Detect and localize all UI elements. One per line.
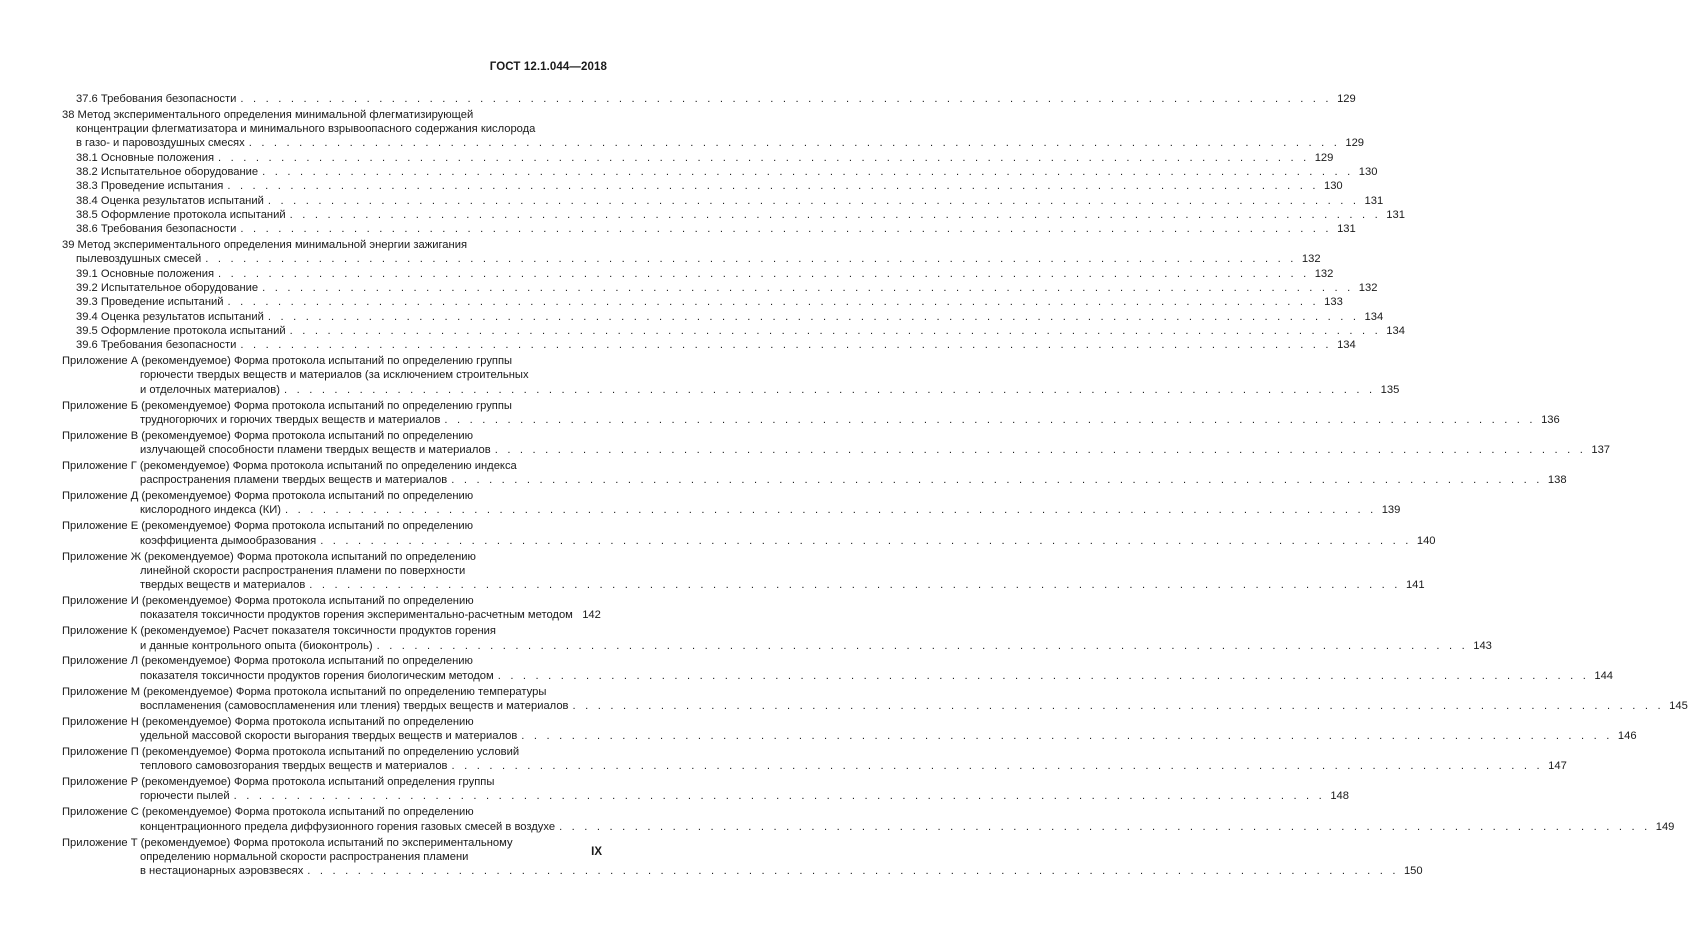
- toc-entry-text: коэффициента дымообразования: [140, 534, 317, 547]
- toc-entry-text: горючести пылей: [140, 790, 230, 803]
- toc-entry-text: 38.5 Оформление протокола испытаний: [76, 208, 286, 221]
- toc-entry-text: в газо- и паровоздушных смесях: [76, 137, 245, 150]
- dot-leader: . . . . . . . . . . . . . . . . . . . . . . . . . . . . . . . . . . . . . . . . . . . . . . . . . . . . . . . . . . . . . . . . . . . . . . . . . . . . . . . . . . . . . . .: [240, 223, 1332, 236]
- dot-leader: . . . . . . . . . . . . . . . . . . . . . . . . . . . . . . . . . . . . . . . . . . . . . . . . . . . . . . . . . . . . . . . . . . . . . . . . . . . . . . . . . . . . . . .: [227, 180, 1319, 193]
- toc-entry-text: 38.6 Требования безопасности: [76, 223, 237, 236]
- toc-page-number: 132: [1358, 282, 1378, 295]
- toc-entry: [62, 624, 1492, 653]
- toc-entry-text: Приложение М (рекомендуемое) Форма протокола испытаний по определению температуры: [62, 685, 547, 698]
- toc-entry-text: твердых веществ и материалов: [140, 579, 306, 592]
- toc-page-number: 136: [1541, 413, 1560, 426]
- toc-entry-text: Приложение К (рекомендуемое) Расчет показателя токсичности продуктов горения: [62, 625, 496, 638]
- toc-entry: [62, 267, 1334, 281]
- table-of-contents: [62, 92, 1688, 878]
- toc-page-number: 144: [1594, 669, 1614, 682]
- toc-page-number: 148: [1330, 790, 1349, 803]
- toc-page-number: 139: [1381, 504, 1401, 517]
- toc-entry: [62, 685, 1688, 714]
- toc-entry: [62, 429, 1611, 458]
- dot-leader: . . . . . . . . . . . . . . . . . . . . . . . . . . . . . . . . . . . . . . . . . . . . . . . . . . . . . . . . . . . . . . . . . . . . . . . . . . . . . . . . . . . . . . .: [267, 194, 1360, 207]
- toc-page-number: 134: [1386, 324, 1405, 337]
- toc-entry: [62, 238, 1321, 267]
- toc-entry: [62, 151, 1334, 165]
- toc-entry-text: Приложение Н (рекомендуемое) Форма протокола испытаний по определению: [62, 715, 474, 728]
- toc-entry-text: Приложение В (рекомендуемое) Форма протокола испытаний по определению: [62, 429, 474, 442]
- toc-entry-text: показателя токсичности продуктов горения биологическим методом: [140, 669, 494, 682]
- toc-page-number: 129: [1337, 93, 1356, 105]
- dot-leader: . . . . . . . . . . . . . . . . . . . . . . . . . . . . . . . . . . . . . . . . . . . . . . . . . . . . . . . . . . . . . . . . . . . . . . . . . . . . . . . . . . . . . . .: [497, 669, 1590, 682]
- toc-page-number: 147: [1548, 760, 1567, 773]
- toc-page-number: 132: [1301, 253, 1321, 266]
- dot-leader: . . . . . . . . . . . . . . . . . . . . . . . . . . . . . . . . . . . . . . . . . . . . . . . . . . . . . . . . . . . . . . . . . . . . . . . . . . . . . . . . . . . . . . .: [521, 730, 1613, 743]
- toc-entry-text: и отделочных материалов): [140, 383, 280, 396]
- toc-entry-text: воспламенения (самовоспламенения или тления) твердых веществ и материалов: [140, 699, 569, 712]
- toc-entry-text: линейной скорости распространения пламени по поверхности: [140, 564, 466, 577]
- toc-entry-text: 37.6 Требования безопасности: [76, 93, 237, 105]
- dot-leader: . . . . . . . . . . . . . . . . . . . . . . . . . . . . . . . . . . . . . . . . . . . . . . . . . . . . . . . . . . . . . . . . . . . . . . . . . . . . . . . . . . . . . . .: [559, 820, 1651, 833]
- dot-leader: . . . . . . . . . . . . . . . . . . . . . . . . . . . . . . . . . . . . . . . . . . . . . . . . . . . . . . . . . . . . . . . . . . . . . . . . . . . . . . . . . . . . . . .: [444, 413, 1536, 426]
- dot-leader: . . . . . . . . . . . . . . . . . . . . . . . . . . . . . . . . . . . . . . . . . . . . . . . . . . . . . . . . . . . . . . . . . . . . . . . . . . . . . . . . . . . . . . .: [320, 534, 1412, 547]
- toc-entry-text: горючести твердых веществ и материалов (за исключением строительных: [140, 369, 529, 382]
- toc-page-number: 131: [1386, 208, 1405, 221]
- toc-entry-text: 39.4 Оценка результатов испытаний: [76, 310, 264, 323]
- dot-leader: . . . . . . . . . . . . . . . . . . . . . . . . . . . . . . . . . . . . . . . . . . . . . . . . . . . . . . . . . . . . . . . . . . . . . . . . . . . . . . . . . . . . . . .: [248, 137, 1341, 150]
- toc-entry-text: Приложение Т (рекомендуемое) Форма протокола испытаний по экспериментальному: [62, 836, 513, 849]
- toc-entry-text: определению нормальной скорости распространения пламени: [140, 850, 469, 863]
- toc-entry-text: пылевоздушных смесей: [76, 253, 202, 266]
- toc-entry: [62, 179, 1343, 193]
- toc-entry: [62, 338, 1356, 352]
- toc-page-number: 132: [1314, 267, 1334, 280]
- toc-entry: [62, 805, 1675, 834]
- toc-page-number: 142: [582, 609, 601, 622]
- toc-entry: [62, 310, 1384, 324]
- toc-page-number: 146: [1617, 730, 1637, 743]
- toc-entry-text: и данные контрольного опыта (биоконтроль): [140, 639, 373, 652]
- dot-leader: . . . . . . . . . . . . . . . . . . . . . . . . . . . . . . . . . . . . . . . . . . . . . . . . . . . . . . . . . . . . . . . . . . . . . . . . . . . . . . . . . . . . . . .: [307, 865, 1399, 878]
- toc-entry: [62, 775, 1349, 804]
- toc-entry-text: Приложение Р (рекомендуемое) Форма протокола испытаний определения группы: [62, 776, 495, 789]
- toc-entry-text: 38.3 Проведение испытания: [76, 180, 224, 193]
- toc-entry-text: удельной массовой скорости выгорания твердых веществ и материалов: [140, 730, 518, 743]
- toc-entry-text: Приложение Л (рекомендуемое) Форма протокола испытаний по определению: [62, 655, 473, 668]
- toc-page-number: 130: [1323, 180, 1343, 193]
- toc-entry: [62, 208, 1405, 222]
- toc-page-number: 134: [1337, 339, 1356, 352]
- toc-entry: [62, 281, 1378, 295]
- toc-entry-text: распространения пламени твердых веществ и материалов: [140, 474, 448, 487]
- toc-entry-text: кислородного индекса (КИ): [140, 504, 282, 517]
- toc-entry: [62, 594, 600, 623]
- dot-leader: . . . . . . . . . . . . . . . . . . . . . . . . . . . . . . . . . . . . . . . . . . . . . . . . . . . . . . . . . . . . . . . . . . . . . . . . . . . . . . . . . . . . . . .: [285, 504, 1377, 517]
- toc-entry-text: Приложение Б (рекомендуемое) Форма протокола испытаний по определению группы: [62, 399, 512, 412]
- toc-entry: [62, 194, 1384, 208]
- toc-entry: [62, 354, 1400, 397]
- dot-leader: . . . . . . . . . . . . . . . . . . . . . . . . . . . . . . . . . . . . . . . . . . . . . . . . . . . . . . . . . . . . . . . . . . . . . . . . . . . . . . . . . . . . . . .: [262, 166, 1354, 179]
- dot-leader: . . . . . . . . . . . . . . . . . . . . . . . . . . . . . . . . . . . . . . . . . . . . . . . . . . . . . . . . . . . . . . . . . . . . . . . . . . . . . . . . . . . . . . .: [309, 579, 1401, 592]
- toc-entry: [62, 222, 1356, 236]
- toc-entry-text: показателя токсичности продуктов горения экспериментально-расчетным методом: [140, 609, 573, 622]
- dot-leader: . . . . . . . . . . . . . . . . . . . . . . . . . . . . . . . . . . . . . . . . . . . . . . . . . . . . . . . . . . . . . . . . . . . . . . . . . . . . . . . . . . . . . . .: [218, 267, 1310, 280]
- dot-leader: . . . . . . . . . . . . . . . . . . . . . . . . . . . . . . . . . . . . . . . . . . . . . . . . . . . . . . . . . . . . . . . . . . . . . . . . . . . . . . . . . . . . . . .: [289, 324, 1381, 337]
- dot-leader: . . . . . . . . . . . . . . . . . . . . . . . . . . . . . . . . . . . . . . . . . . . . . . . . . . . . . . . . . . . . . . . . . . . . . . . . . . . . . . . . . . . . . . .: [451, 474, 1543, 487]
- dot-leader: . . . . . . . . . . . . . . . . . . . . . . . . . . . . . . . . . . . . . . . . . . . . . . . . . . . . . . . . . . . . . . . . . . . . . . . . . . . . . . . . . . . . . . .: [240, 93, 1332, 105]
- dot-leader: . . . . . . . . . . . . . . . . . . . . . . . . . . . . . . . . . . . . . . . . . . . . . . . . . . . . . . . . . . . . . . . . . . . . . . . . . . . . . . . . . . . . . . .: [227, 296, 1319, 309]
- toc-entry-text: 39.3 Проведение испытаний: [76, 296, 224, 309]
- toc-page-number: 138: [1547, 474, 1567, 487]
- toc-entry-text: 39.2 Испытательное оборудование: [76, 282, 259, 295]
- dot-leader: . . . . . . . . . . . . . . . . . . . . . . . . . . . . . . . . . . . . . . . . . . . . . . . . . . . . . . . . . . . . . . . . . . . . . . . . . . . . . . . . . . . . . . .: [205, 253, 1297, 266]
- toc-entry-text: Приложение П (рекомендуемое) Форма протокола испытаний по определению условий: [62, 745, 520, 758]
- toc-entry: [62, 324, 1405, 338]
- toc-page-number: 130: [1358, 166, 1378, 179]
- toc-entry-text: 38 Метод экспериментального определения минимальной флегматизирующей: [62, 108, 474, 121]
- toc-page-number: 135: [1380, 383, 1400, 396]
- toc-entry-text: Приложение Е (рекомендуемое) Форма протокола испытаний по определению: [62, 520, 474, 533]
- dot-leader: . . . . . . . . . . . . . . . . . . . . . . . . . . . . . . . . . . . . . . . . . . . . . . . . . . . . . . . . . . . . . . . . . . . . . . . . . . . . . . . . . . . . . . .: [240, 339, 1332, 352]
- toc-page-number: 149: [1655, 820, 1675, 833]
- dot-leader: . . . . . . . . . . . . . . . . . . . . . . . . . . . . . . . . . . . . . . . . . . . . . . . . . . . . . . . . . . . . . . . . . . . . . . . . . . . . . . . . . . . . . . .: [572, 699, 1664, 712]
- toc-page-number: 145: [1669, 699, 1688, 712]
- toc-entry: [62, 745, 1567, 774]
- toc-entry-text: в нестационарных аэровзвесях: [140, 865, 304, 878]
- toc-entry-text: 39.5 Оформление протокола испытаний: [76, 324, 286, 337]
- toc-entry: [62, 489, 1401, 518]
- dot-leader: . . . . . . . . . . . . . . . . . . . . . . . . . . . . . . . . . . . . . . . . . . . . . . . . . . . . . . . . . . . . . . . . . . . . . . . . . . . . . . . . . . . . . . .: [451, 760, 1543, 773]
- toc-entry-text: 38.4 Оценка результатов испытаний: [76, 194, 264, 207]
- toc-entry: [62, 519, 1436, 548]
- toc-entry: [62, 165, 1378, 179]
- dot-leader: . . . . . . . . . . . . . . . . . . . . . . . . . . . . . . . . . . . . . . . . . . . . . . . . . . . . . . . . . . . . . . . . . . . . . . . . . . . . . . . . . . . . . . .: [267, 310, 1360, 323]
- toc-entry-text: 39.6 Требования безопасности: [76, 339, 237, 352]
- dot-leader: . . . . . . . . . . . . . . . . . . . . . . . . . . . . . . . . . . . . . . . . . . . . . . . . . . . . . . . . . . . . . . . . . . . . . . . . . . . . . . . . . . . . . . .: [218, 151, 1310, 164]
- toc-entry-text: концентрации флегматизатора и минимального взрывоопасного содержания кислорода: [76, 123, 536, 136]
- toc-entry-text: 39.1 Основные положения: [76, 267, 215, 280]
- toc-entry: [62, 836, 1423, 879]
- toc-entry: [62, 399, 1560, 428]
- toc-entry-text: 38.1 Основные положения: [76, 151, 215, 164]
- toc-entry-text: излучающей способности пламени твердых веществ и материалов: [140, 444, 491, 457]
- toc-page-number: 140: [1416, 534, 1436, 547]
- toc-page-number: 143: [1473, 639, 1492, 652]
- toc-entry-text: теплового самовозгорания твердых веществ и материалов: [140, 760, 448, 773]
- toc-entry-text: Приложение С (рекомендуемое) Форма протокола испытаний по определению: [62, 806, 474, 819]
- toc-page-number: 131: [1364, 194, 1384, 207]
- toc-entry-text: 38.2 Испытательное оборудование: [76, 166, 259, 179]
- toc-entry-text: Приложение Д (рекомендуемое) Форма протокола испытаний по определению: [62, 490, 474, 503]
- toc-entry-text: трудногорючих и горючих твердых веществ и материалов: [140, 413, 441, 426]
- dot-leader: . . . . . . . . . . . . . . . . . . . . . . . . . . . . . . . . . . . . . . . . . . . . . . . . . . . . . . . . . . . . . . . . . . . . . . . . . . . . . . . . . . . . . . .: [494, 444, 1587, 457]
- page-number: IX: [591, 846, 602, 858]
- toc-page-number: 129: [1314, 151, 1334, 164]
- toc-entry-text: Приложение Ж (рекомендуемое) Форма протокола испытаний по определению: [62, 550, 476, 563]
- toc-page-number: 129: [1345, 137, 1365, 150]
- toc-page-number: 141: [1405, 579, 1425, 592]
- dot-leader: . . . . . . . . . . . . . . . . . . . . . . . . . . . . . . . . . . . . . . . . . . . . . . . . . . . . . . . . . . . . . . . . . . . . . . . . . . . . . . . . . . . . . . .: [289, 208, 1381, 221]
- toc-page-number: 133: [1324, 296, 1343, 309]
- toc-entry: [62, 550, 1425, 593]
- toc-page-number: 150: [1403, 865, 1423, 878]
- toc-entry: [62, 715, 1637, 744]
- toc-page-number: 134: [1364, 310, 1384, 323]
- document-header: ГОСТ 12.1.044—2018: [489, 61, 607, 73]
- toc-entry: [62, 654, 1614, 683]
- dot-leader: . . . . . . . . . . . . . . . . . . . . . . . . . . . . . . . . . . . . . . . . . . . . . . . . . . . . . . . . . . . . . . . . . . . . . . . . . . . . . . . . . . . . . . .: [262, 282, 1354, 295]
- toc-page-number: 137: [1591, 444, 1611, 457]
- toc-entry-text: 39 Метод экспериментального определения минимальной энергии зажигания: [62, 239, 468, 252]
- toc-entry: [62, 459, 1567, 488]
- dot-leader: . . . . . . . . . . . . . . . . . . . . . . . . . . . . . . . . . . . . . . . . . . . . . . . . . . . . . . . . . . . . . . . . . . . . . . . . . . . . . . . . . . . . . . .: [283, 383, 1376, 396]
- dot-leader: . . . . . . . . . . . . . . . . . . . . . . . . . . . . . . . . . . . . . . . . . . . . . . . . . . . . . . . . . . . . . . . . . . . . . . . . . . . . . . . . . . . . . . .: [376, 639, 1468, 652]
- toc-page-number: 131: [1337, 223, 1356, 236]
- toc-entry-text: Приложение Г (рекомендуемое) Форма протокола испытаний по определению индекса: [62, 459, 517, 472]
- toc-entry-text: Приложение И (рекомендуемое) Форма протокола испытаний по определению: [62, 595, 474, 608]
- toc-entry-text: Приложение А (рекомендуемое) Форма протокола испытаний по определению группы: [62, 355, 513, 368]
- toc-entry: [62, 108, 1365, 151]
- toc-entry: [62, 295, 1343, 309]
- toc-entry: [62, 92, 1356, 106]
- dot-leader: . . . . . . . . . . . . . . . . . . . . . . . . . . . . . . . . . . . . . . . . . . . . . . . . . . . . . . . . . . . . . . . . . . . . . . . . . . . . . . . . . . . . . . .: [233, 790, 1325, 803]
- toc-entry-text: концентрационного предела диффузионного горения газовых смесей в воздухе: [140, 820, 556, 833]
